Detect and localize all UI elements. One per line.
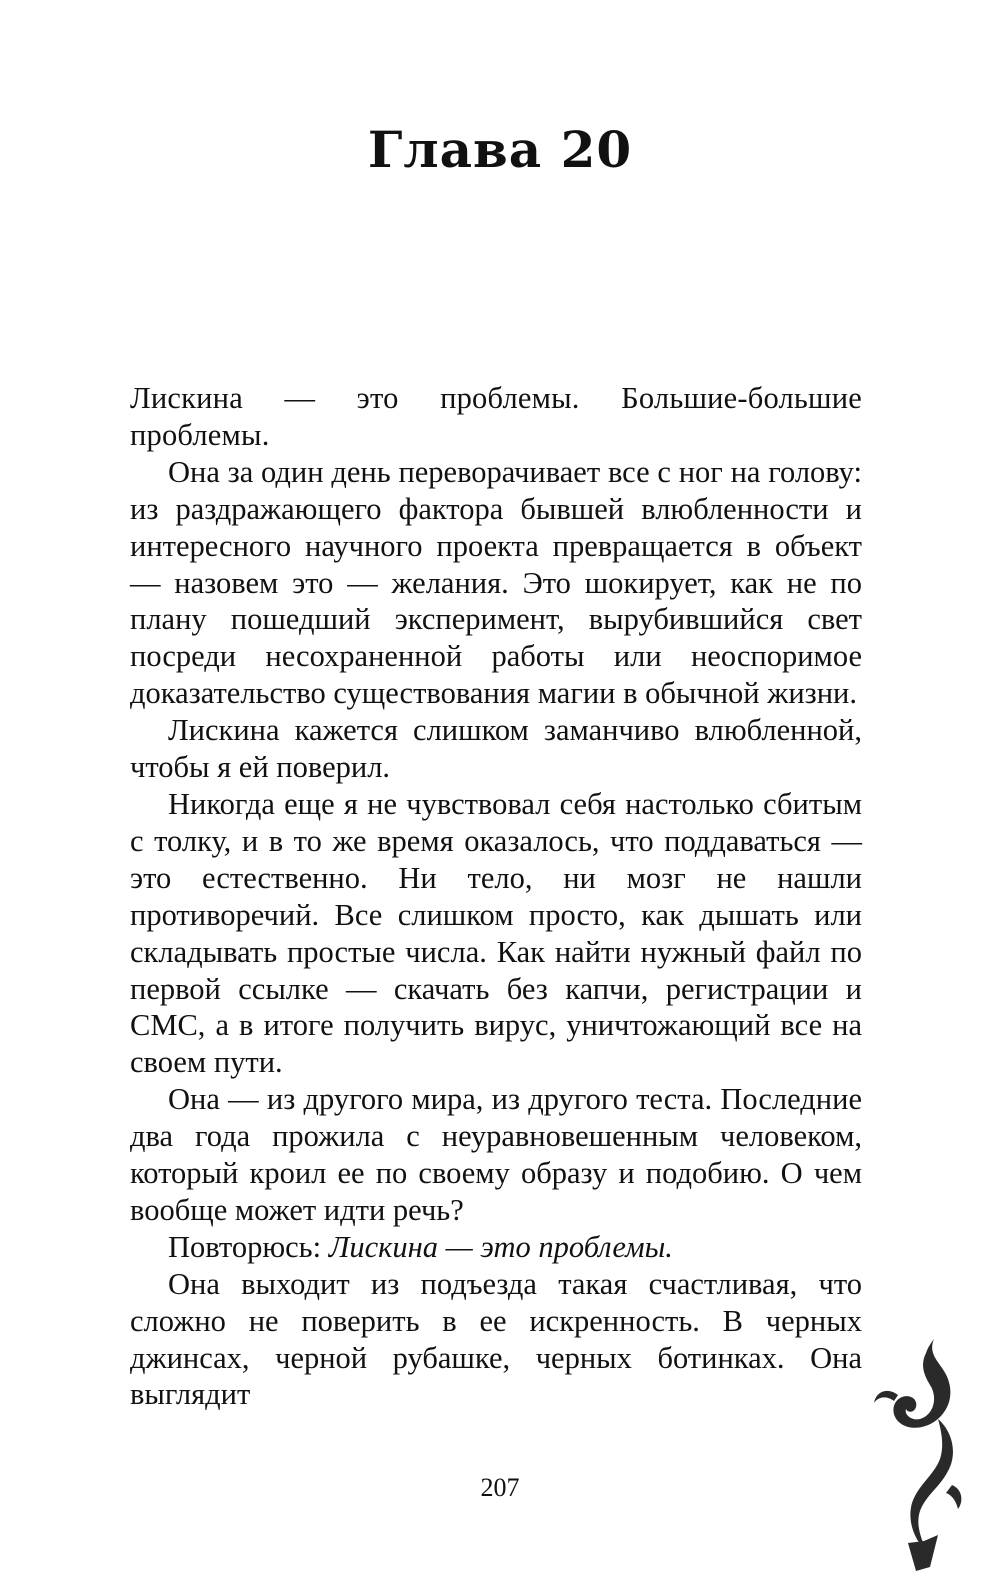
- paragraph-6: [130, 1229, 862, 1266]
- paragraph-6-italic: Лискина — это проблемы.: [328, 1229, 673, 1264]
- swirl-ornament-icon: [868, 1335, 968, 1575]
- body-text: [130, 380, 862, 1413]
- paragraph-5: Она — из другого мира, из другого теста. Последние два года прожила с неуравновешенным человеком, который кроил ее по своему образу и подобию. О чем вообще может идти речь?: [130, 1082, 862, 1227]
- paragraph-6-prefix: Повторюсь:: [168, 1229, 329, 1264]
- paragraph-2: Она за один день переворачивает все с ног на голову: из раздражающего фактора бывшей влюбленности и интересного научного проекта превращается в объект — назовем это — желания. Это шокирует, как не по плану пошедший эксперимент, вырубившийся свет посреди несохраненной работы или неоспоримое доказательство существования магии в обычной жизни.: [130, 454, 862, 711]
- page-number: 207: [480, 1473, 520, 1502]
- paragraph-7: Она выходит из подъезда такая счастливая, что сложно не поверить в ее искренность. В черных джинсах, черной рубашке, черных ботинках. Она выглядит: [130, 1266, 862, 1412]
- paragraph-4: Никогда еще я не чувствовал себя настолько сбитым с толку, и в то же время оказалось, что поддаваться — это естественно. Ни тело, ни мозг не нашли противоречий. Все слишком просто, как дышать или складывать простые числа. Как найти нужный файл по первой ссылке — скачать без капчи, регистрации и СМС, а в итоге получить вирус, уничтожающий все на своем пути.: [130, 786, 862, 1080]
- paragraph-3: Лискина кажется слишком заманчиво влюбленной, чтобы я ей поверил.: [130, 713, 862, 785]
- paragraph-1: Лискина — это проблемы. Большие-большие проблемы.: [130, 381, 862, 452]
- chapter-title: Глава 20: [367, 120, 633, 179]
